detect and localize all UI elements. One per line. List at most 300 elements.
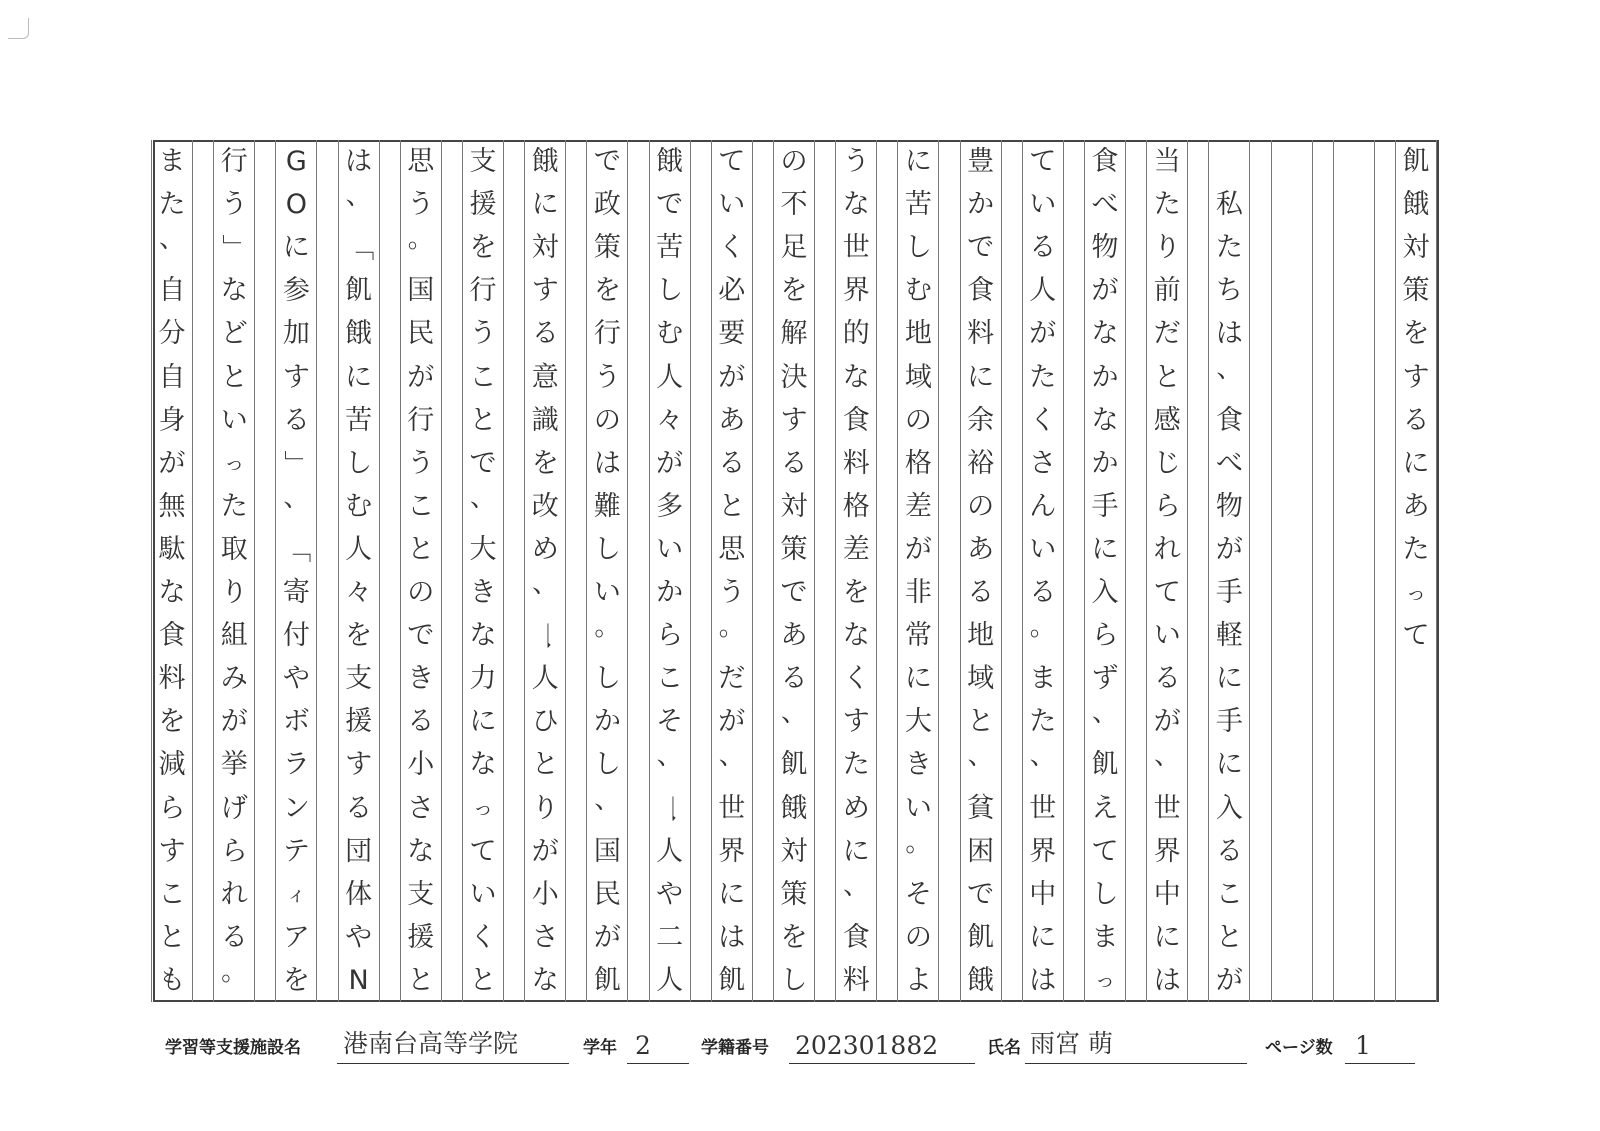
manuscript-char: く <box>1029 404 1057 436</box>
manuscript-char: え <box>1091 792 1119 824</box>
manuscript-char: 減 <box>158 749 186 781</box>
manuscript-char: ひ <box>531 706 559 738</box>
manuscript-char: っ <box>1095 968 1115 993</box>
manuscript-char: に <box>1215 749 1243 781</box>
manuscript-char: 参 <box>282 275 310 307</box>
manuscript-char: 食 <box>842 921 870 953</box>
manuscript-char: す <box>1402 361 1430 393</box>
manuscript-char: む <box>345 490 373 522</box>
manuscript-char: 国 <box>593 835 621 867</box>
manuscript-char: 、 <box>1216 353 1243 384</box>
manuscript-char: 人 <box>656 361 684 393</box>
manuscript-char: に <box>718 878 746 910</box>
manuscript-char: を <box>780 921 808 953</box>
manuscript-char: し <box>780 964 808 996</box>
manuscript-char: は <box>1215 318 1243 350</box>
manuscript-char: た <box>1215 232 1243 264</box>
manuscript-char: だ <box>1153 318 1181 350</box>
manuscript-char: た <box>1153 189 1181 221</box>
manuscript-char: す <box>345 749 373 781</box>
manuscript-char: 必 <box>718 275 746 307</box>
manuscript-char: る <box>1402 404 1430 436</box>
manuscript-char: 、 <box>718 741 745 772</box>
manuscript-char: れ <box>1153 533 1181 565</box>
manuscript-char: 、 <box>345 181 372 212</box>
manuscript-char: い <box>1153 620 1181 652</box>
manuscript-char: が <box>158 447 186 479</box>
manuscript-char: す <box>158 835 186 867</box>
student-id-underline <box>789 1063 975 1064</box>
column-rule <box>1333 140 1375 1002</box>
manuscript-char: 体 <box>345 878 373 910</box>
manuscript-char: い <box>220 404 248 436</box>
manuscript-char: べ <box>1215 447 1243 479</box>
manuscript-char: ん <box>1029 490 1057 522</box>
manuscript-char: 」 <box>280 449 312 477</box>
manuscript-char: る <box>531 318 559 350</box>
manuscript-char: 援 <box>407 921 435 953</box>
manuscript-char: や <box>345 921 373 953</box>
manuscript-char: 寄 <box>282 577 310 608</box>
manuscript-char: で <box>469 447 497 479</box>
name-label: 氏名 <box>987 1038 1021 1058</box>
manuscript-char: ラ <box>282 749 310 781</box>
manuscript-char: で <box>407 620 435 652</box>
manuscript-column <box>151 140 193 1002</box>
manuscript-char: と <box>1153 361 1181 393</box>
manuscript-char: い <box>656 533 684 565</box>
manuscript-char: で <box>656 189 684 221</box>
manuscript-char: 国 <box>407 275 435 307</box>
manuscript-char: 解 <box>780 318 808 350</box>
manuscript-char: し <box>656 275 684 307</box>
manuscript-char: が <box>1029 318 1057 350</box>
manuscript-char: あ <box>718 404 746 436</box>
manuscript-char: た <box>1402 533 1430 565</box>
manuscript-char: 大 <box>904 706 932 738</box>
manuscript-char: が <box>718 361 746 393</box>
manuscript-char: 小 <box>407 749 435 781</box>
manuscript-char: 食 <box>158 620 186 652</box>
manuscript-char: う <box>407 447 435 479</box>
manuscript-char: 加 <box>282 318 310 350</box>
manuscript-char: 料 <box>842 447 870 479</box>
manuscript-char: て <box>718 146 746 177</box>
manuscript-char: な <box>842 620 870 652</box>
manuscript-char: 大 <box>469 533 497 565</box>
manuscript-char: こ <box>158 878 186 910</box>
manuscript-char: や <box>656 878 684 910</box>
manuscript-char: こ <box>656 663 684 695</box>
name-value: 雨宮 萌 <box>1030 1029 1113 1058</box>
facility-underline <box>337 1063 569 1064</box>
manuscript-char: り <box>220 577 248 608</box>
manuscript-char: じ <box>1153 447 1181 479</box>
manuscript-char: 策 <box>1402 275 1430 307</box>
manuscript-char: こ <box>469 361 497 393</box>
manuscript-column <box>524 140 566 1002</box>
manuscript-char: な <box>407 835 435 867</box>
manuscript-char: れ <box>220 878 248 910</box>
manuscript-char: な <box>220 275 248 307</box>
manuscript-char: 身 <box>158 404 186 436</box>
manuscript-char: O <box>285 189 308 221</box>
manuscript-char: 思 <box>718 533 746 565</box>
manuscript-char: が <box>220 706 248 738</box>
page-value: 1 <box>1355 1031 1371 1060</box>
manuscript-char: 、 <box>469 482 496 513</box>
manuscript-char: い <box>593 577 621 608</box>
manuscript-char: る <box>967 577 995 608</box>
manuscript-char: う <box>718 577 746 608</box>
manuscript-char: 対 <box>780 490 808 522</box>
manuscript-char: 飢 <box>593 964 621 996</box>
manuscript-char: り <box>1153 232 1181 264</box>
manuscript-char: 行 <box>220 146 248 177</box>
manuscript-char: を <box>1402 318 1430 350</box>
column-rule <box>1271 140 1313 1002</box>
manuscript-char: を <box>780 275 808 307</box>
manuscript-char: う <box>593 361 621 393</box>
manuscript-char: 付 <box>282 620 310 652</box>
manuscript-char: と <box>718 490 746 522</box>
manuscript-char: し <box>1091 878 1119 910</box>
manuscript-char: 余 <box>967 404 995 436</box>
manuscript-char: い <box>469 878 497 910</box>
manuscript-char: た <box>1029 361 1057 393</box>
manuscript-char: ま <box>1091 921 1119 953</box>
manuscript-char: い <box>1029 533 1057 565</box>
manuscript-char: 自 <box>158 361 186 393</box>
manuscript-column <box>586 140 628 1002</box>
manuscript-char: る <box>1029 577 1057 608</box>
manuscript-column <box>1146 140 1188 1002</box>
manuscript-char: す <box>780 404 808 436</box>
grade-label: 学年 <box>583 1038 617 1058</box>
manuscript-char: 」 <box>218 234 250 262</box>
manuscript-char: 私 <box>1215 189 1243 221</box>
manuscript-char: い <box>1029 189 1057 221</box>
manuscript-char: 料 <box>842 964 870 996</box>
manuscript-char: く <box>469 921 497 953</box>
manuscript-char: 世 <box>842 232 870 264</box>
manuscript-char: あ <box>780 620 808 652</box>
manuscript-column <box>835 140 877 1002</box>
manuscript-char: 小 <box>531 878 559 910</box>
manuscript-char: り <box>531 792 559 824</box>
manuscript-char: 。 <box>718 612 745 643</box>
manuscript-char: 餓 <box>345 318 373 350</box>
manuscript-char: 貧 <box>967 792 995 824</box>
manuscript-column <box>711 140 753 1002</box>
manuscript-char: 力 <box>469 663 497 695</box>
manuscript-char: ン <box>282 792 310 824</box>
manuscript-char: す <box>842 706 870 738</box>
manuscript-char: 行 <box>407 404 435 436</box>
manuscript-char: ま <box>1029 663 1057 695</box>
manuscript-char: を <box>469 232 497 264</box>
manuscript-char: 軽 <box>1215 620 1243 652</box>
manuscript-char: と <box>158 921 186 953</box>
manuscript-char: あ <box>967 533 995 565</box>
manuscript-char: 民 <box>407 318 435 350</box>
manuscript-column <box>213 140 255 1002</box>
manuscript-char: 物 <box>1091 232 1119 264</box>
manuscript-char: と <box>967 706 995 738</box>
manuscript-char: す <box>531 275 559 307</box>
manuscript-char: だ <box>718 663 746 695</box>
manuscript-char: る <box>1029 232 1057 264</box>
manuscript-char: て <box>1153 577 1181 608</box>
manuscript-char: 中 <box>1153 878 1181 910</box>
manuscript-char: 困 <box>967 835 995 867</box>
manuscript-char: 挙 <box>220 749 248 781</box>
manuscript-char: 対 <box>780 835 808 867</box>
manuscript-char: め <box>531 533 559 565</box>
manuscript-char: ア <box>282 921 310 953</box>
manuscript-char: 的 <box>842 318 870 350</box>
manuscript-char: 裕 <box>967 447 995 479</box>
manuscript-column <box>1084 140 1126 1002</box>
manuscript-char: 無 <box>158 490 186 522</box>
manuscript-char: 入 <box>1215 792 1243 824</box>
manuscript-char: ど <box>220 318 248 350</box>
manuscript-char: 、 <box>283 482 310 513</box>
manuscript-char: 「 <box>343 234 375 262</box>
manuscript-column <box>773 140 815 1002</box>
manuscript-char: 餓 <box>967 964 995 996</box>
manuscript-char: る <box>282 404 310 436</box>
manuscript-char: を <box>531 447 559 479</box>
manuscript-char: 格 <box>842 490 870 522</box>
manuscript-char: 飢 <box>345 275 373 307</box>
manuscript-char: 、 <box>1154 741 1181 772</box>
manuscript-char: べ <box>1091 189 1119 221</box>
manuscript-column <box>1333 140 1375 1002</box>
manuscript-char: な <box>1091 318 1119 350</box>
manuscript-char: を <box>842 577 870 608</box>
manuscript-char: 識 <box>531 404 559 436</box>
manuscript-char: 団 <box>345 835 373 867</box>
manuscript-char: は <box>345 146 373 177</box>
manuscript-char: ち <box>1215 275 1243 307</box>
manuscript-char: る <box>407 706 435 738</box>
manuscript-char: で <box>593 146 621 177</box>
manuscript-char: が <box>1215 533 1243 565</box>
manuscript-char: の <box>904 404 932 436</box>
page-label: ページ数 <box>1265 1038 1333 1058</box>
manuscript-char: と <box>469 964 497 996</box>
manuscript-char: 「 <box>280 535 312 563</box>
manuscript-column <box>1022 140 1064 1002</box>
manuscript-char: 。 <box>905 827 932 858</box>
manuscript-char: ら <box>656 620 684 652</box>
manuscript-char: さ <box>1029 447 1057 479</box>
manuscript-char: 策 <box>593 232 621 264</box>
manuscript-char: か <box>1091 361 1119 393</box>
grade-value: 2 <box>635 1031 651 1060</box>
manuscript-char: す <box>282 361 310 393</box>
manuscript-char: ボ <box>282 706 310 738</box>
manuscript-char: 物 <box>1215 490 1243 522</box>
manuscript-char: に <box>904 663 932 695</box>
manuscript-char: 々 <box>656 404 684 436</box>
manuscript-char: 差 <box>842 533 870 565</box>
manuscript-char: 援 <box>345 706 373 738</box>
manuscript-char: 餓 <box>780 792 808 824</box>
manuscript-char: 策 <box>780 533 808 565</box>
manuscript-char: る <box>220 921 248 953</box>
manuscript-char: 非 <box>904 577 932 608</box>
manuscript-char: 。 <box>221 956 248 987</box>
manuscript-char: や <box>282 663 310 695</box>
manuscript-char: で <box>967 232 995 264</box>
manuscript-char: 行 <box>593 318 621 350</box>
manuscript-char: が <box>904 533 932 565</box>
manuscript-char: 界 <box>842 275 870 307</box>
manuscript-char: は <box>1029 964 1057 996</box>
manuscript-char: て <box>1402 620 1430 652</box>
corner-mark <box>8 18 29 39</box>
manuscript-char: う <box>220 189 248 221</box>
manuscript-char: ら <box>220 835 248 867</box>
manuscript-char: 支 <box>469 146 497 177</box>
manuscript-char: う <box>469 318 497 350</box>
manuscript-char: な <box>469 749 497 781</box>
student-id-value: 202301882 <box>795 1031 939 1060</box>
manuscript-char: は <box>593 447 621 479</box>
manuscript-char: る <box>718 447 746 479</box>
manuscript-char: 思 <box>407 146 435 177</box>
manuscript-char: っ <box>473 796 493 820</box>
manuscript-char: て <box>1091 835 1119 867</box>
manuscript-char: に <box>1091 533 1119 565</box>
manuscript-char: 餓 <box>656 146 684 177</box>
manuscript-char: が <box>531 835 559 867</box>
manuscript-char: 苦 <box>345 404 373 436</box>
student-id-label: 学籍番号 <box>701 1038 769 1058</box>
manuscript-char: ら <box>1091 620 1119 652</box>
manuscript-char: 地 <box>967 620 995 652</box>
manuscript-char: る <box>1215 835 1243 867</box>
manuscript-char: な <box>469 620 497 652</box>
manuscript-char: っ <box>1406 580 1426 605</box>
manuscript-char: か <box>593 706 621 738</box>
manuscript-char: 格 <box>904 447 932 479</box>
manuscript-char: 、 <box>158 224 185 255</box>
manuscript-char: 地 <box>904 318 932 350</box>
manuscript-char: と <box>1215 921 1243 953</box>
manuscript-char: 食 <box>842 404 870 436</box>
manuscript-char: が <box>718 706 746 738</box>
manuscript-char: 対 <box>1402 232 1430 264</box>
manuscript-char: 、 <box>1029 741 1056 772</box>
manuscript-char: く <box>842 663 870 695</box>
manuscript-char: 一 <box>529 622 561 650</box>
manuscript-char: 。 <box>407 224 434 255</box>
manuscript-char: 飢 <box>1091 749 1119 781</box>
manuscript-char: 、 <box>967 741 994 772</box>
manuscript-char: 入 <box>1091 577 1119 608</box>
manuscript-char: 支 <box>407 878 435 910</box>
manuscript-char: 常 <box>904 620 932 652</box>
manuscript-char: 策 <box>780 878 808 910</box>
manuscript-column <box>338 140 380 1002</box>
manuscript-char: を <box>593 275 621 307</box>
manuscript-char: 人 <box>656 964 684 996</box>
manuscript-char: が <box>1091 275 1119 307</box>
manuscript-char: に <box>531 189 559 221</box>
manuscript-char: ィ <box>286 882 307 907</box>
manuscript-char: し <box>904 232 932 264</box>
manuscript-char: ら <box>158 792 186 824</box>
manuscript-char: 、 <box>594 784 621 815</box>
manuscript-column <box>649 140 691 1002</box>
manuscript-char: 飢 <box>1402 146 1430 177</box>
manuscript-char: 、 <box>780 698 807 729</box>
manuscript-char: 飢 <box>967 921 995 953</box>
manuscript-char: 前 <box>1153 275 1181 307</box>
manuscript-char: 餓 <box>531 146 559 177</box>
manuscript-char: 料 <box>967 318 995 350</box>
manuscript-char: し <box>593 533 621 565</box>
manuscript-char: な <box>842 189 870 221</box>
manuscript-char: た <box>158 189 186 221</box>
manuscript-column <box>1395 140 1437 1002</box>
manuscript-column <box>462 140 504 1002</box>
manuscript-char: い <box>904 792 932 824</box>
manuscript-char: し <box>593 749 621 781</box>
manuscript-char: ま <box>158 146 186 177</box>
manuscript-char: の <box>904 921 932 953</box>
manuscript-char: 意 <box>531 361 559 393</box>
manuscript-char: が <box>407 361 435 393</box>
manuscript-char: そ <box>656 706 684 738</box>
manuscript-char: 改 <box>531 490 559 522</box>
manuscript-char: 要 <box>718 318 746 350</box>
manuscript-char: N <box>348 964 369 996</box>
manuscript-char: と <box>220 361 248 393</box>
manuscript-char: 民 <box>593 878 621 910</box>
manuscript-column <box>960 140 1002 1002</box>
manuscript-char: 、 <box>532 569 559 599</box>
manuscript-char: む <box>656 318 684 350</box>
manuscript-char: 決 <box>780 361 808 393</box>
facility-label: 学習等支援施設名 <box>165 1038 301 1058</box>
manuscript-char: あ <box>1402 490 1430 522</box>
manuscript-char: の <box>407 577 435 608</box>
manuscript-column <box>400 140 442 1002</box>
manuscript-column <box>1208 140 1250 1002</box>
manuscript-char: 手 <box>1091 490 1119 522</box>
manuscript-char: 。 <box>1029 612 1056 643</box>
manuscript-char: 食 <box>967 275 995 307</box>
manuscript-char: は <box>1153 964 1181 996</box>
manuscript-char: 行 <box>469 275 497 307</box>
manuscript-char: て <box>469 835 497 867</box>
manuscript-char: か <box>1091 447 1119 479</box>
manuscript-char: も <box>158 964 186 996</box>
manuscript-char: 人 <box>345 533 373 565</box>
manuscript-char: 当 <box>1153 146 1181 177</box>
manuscript-char: 難 <box>593 490 621 522</box>
manuscript-char: 人 <box>1029 275 1057 307</box>
manuscript-char: で <box>967 878 995 910</box>
manuscript-char: か <box>656 577 684 608</box>
manuscript-char: 対 <box>531 232 559 264</box>
manuscript-char: 組 <box>220 620 248 652</box>
manuscript-char: 援 <box>469 189 497 221</box>
